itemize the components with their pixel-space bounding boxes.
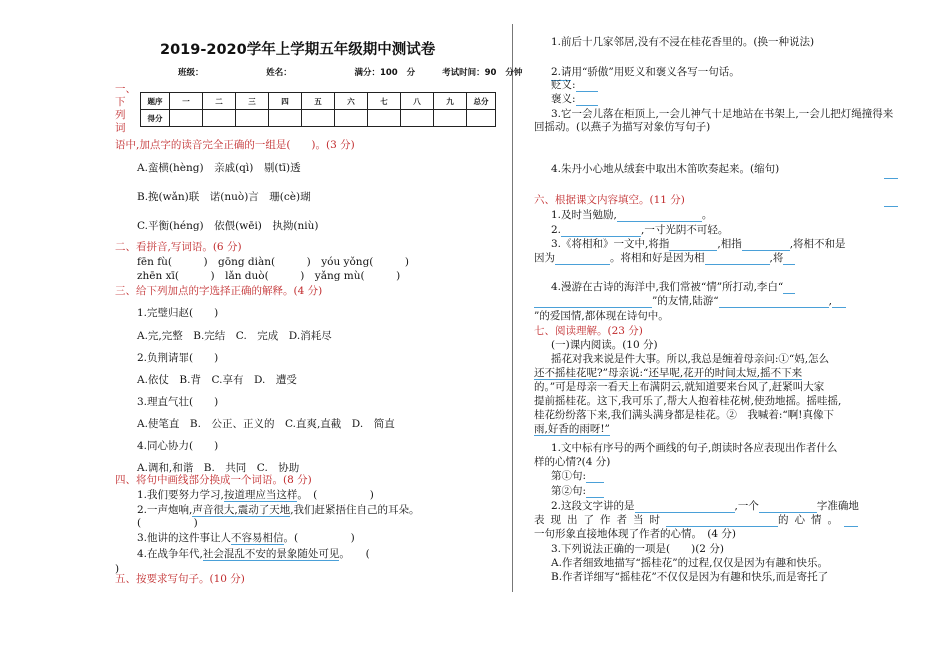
page-title: 2019-2020学年上学期五年级期中测试卷 xyxy=(160,42,436,58)
s4-q1 xyxy=(137,489,374,502)
q1-text: 1.文中标有序号的两个画线的句子,朗读时各应表现出作者什么 xyxy=(551,442,838,454)
s4-q4-text: 4.在战争年代, xyxy=(137,548,203,560)
s3-q3: 3.理直气壮( ) xyxy=(137,396,219,408)
s3-q4: 4.同心协力( ) xyxy=(137,440,219,452)
score-cell: 四 xyxy=(269,93,302,110)
q3-option-a: A.作者细致地描写“摇桂花”的过程,仅仅是因为有趣和快乐。 xyxy=(551,557,828,569)
s6-q4-blank-4[interactable] xyxy=(832,297,846,308)
s5-q2-commendatory xyxy=(551,93,598,106)
s3-q2: 2.负荆请罪( ) xyxy=(137,352,219,364)
q2-text-e: 的心情。 xyxy=(778,514,844,526)
score-cell: 八 xyxy=(401,93,434,110)
q1-sentence-1 xyxy=(551,470,604,483)
s6-q4-blank-1[interactable] xyxy=(783,283,795,294)
score-cell: 七 xyxy=(368,93,401,110)
s4-q4-underlined: 社会混乱不安的景象随处可见 xyxy=(202,548,340,560)
derogatory-label: 贬义: xyxy=(551,79,576,91)
s4-q1-underlined: 按道理应当这样 xyxy=(223,489,298,501)
s6-q3-blank-1[interactable] xyxy=(669,240,717,251)
commendatory-label: 褒义: xyxy=(551,93,576,105)
s6-q1-blank[interactable] xyxy=(617,211,702,222)
score-input-cell[interactable] xyxy=(203,110,236,127)
s6-q4-text-b: ”的友情,陆游“ xyxy=(652,295,719,307)
q3-option-b: B.作者详细写“摇桂花”不仅仅是因为有趣和快乐,而是寄托了 xyxy=(551,571,829,583)
score-input-cell[interactable] xyxy=(302,110,335,127)
s4-q4 xyxy=(137,548,370,561)
s3-q4-options: A.调和,和谐 B. 共同 C. 协助 xyxy=(137,462,300,474)
s7-subheading: (一)课内阅读。(10 分) xyxy=(551,339,658,351)
q2-blank-2[interactable] xyxy=(759,502,817,513)
s1-option-b: B.挽(wǎn)联 诺(nuò)言 珊(cè)瑚 xyxy=(137,191,311,203)
score-cell: 题序 xyxy=(141,93,170,110)
q2-text-b: ,一个 xyxy=(734,500,759,512)
s6-q3-text-f: ,将 xyxy=(769,252,784,264)
s5-q3-answer-line[interactable] xyxy=(884,160,898,179)
pinyin-line-2: zhēn xī( ) lǎn duò( ) yǎng mù( ) xyxy=(137,270,401,282)
s6-q2 xyxy=(551,224,728,237)
q1-text-line2: 样的心情?(4 分) xyxy=(534,456,611,468)
name-label: 姓名： xyxy=(266,68,292,78)
score-input-cell[interactable] xyxy=(467,110,496,127)
q2-blank-4[interactable] xyxy=(844,516,858,527)
full-score-label: 满分：100 分 xyxy=(354,68,416,78)
score-cell: 五 xyxy=(302,93,335,110)
section-3-heading: 三、给下列加点的字选择正确的解释。(4 分) xyxy=(115,285,323,297)
s4-q2-text-end: ,我们赶紧捂住自己的耳朵。 xyxy=(290,504,420,516)
score-input-cell[interactable] xyxy=(368,110,401,127)
s4-q2-text: 2.一声炮响, xyxy=(137,504,193,516)
q1-sentence-1-label: 第①句: xyxy=(551,470,587,482)
s4-q1-text: 1.我们要努力学习, xyxy=(137,489,224,501)
q2-line1 xyxy=(551,500,859,513)
passage-line-5: 桂花纷纷落下来,我们满头满身都是桂花。② 我喊着:“啊!真像下 xyxy=(534,409,834,421)
section-1-heading: 语中,加点字的读音完全正确的一组是( )。(3 分) xyxy=(115,139,355,151)
passage-line-4: 提前摇桂花。这下,我可乐了,帮大人抱着桂花树,使劲地摇。摇哇摇, xyxy=(534,395,842,407)
s6-q4-line2: ”的友情,陆游“ , xyxy=(534,295,846,308)
q1-sentence-2-label: 第②句: xyxy=(551,485,587,497)
s6-q3-blank-2[interactable] xyxy=(742,240,790,251)
score-cell: 三 xyxy=(236,93,269,110)
s5-q2-derogatory xyxy=(551,79,598,92)
q2-text-c: 字准确地 xyxy=(816,500,859,512)
s4-q4-answer[interactable]: 。 ( xyxy=(339,548,370,560)
section-7-heading: 七、阅读理解。(23 分) xyxy=(534,325,643,337)
s6-q3 xyxy=(551,238,846,251)
s6-q1: 1.及时当勉励, 。 xyxy=(551,209,713,221)
passage-line-2 xyxy=(534,367,802,380)
score-input-cell[interactable] xyxy=(236,110,269,127)
q1-sentence-1-blank[interactable] xyxy=(586,472,604,483)
s6-q3-text-d: 因为 xyxy=(534,252,555,264)
score-input-cell[interactable] xyxy=(269,110,302,127)
s1-option-c: C.平衡(héng) 依偎(wēi) 执拗(niù) xyxy=(137,220,319,232)
s5-q3: 3.它一会儿落在柜顶上,一会儿神气十足地站在书架上,一会儿把灯绳撞得来回摇动。(以燕子为描写对象仿写句子) xyxy=(534,108,894,133)
class-label: 班级： xyxy=(178,68,204,78)
score-input-cell[interactable] xyxy=(335,110,368,127)
pinyin-line-1: fēn fù( ) gōng diàn( ) yóu yǒng( ) xyxy=(137,256,409,268)
s4-q3-answer[interactable]: 。( ) xyxy=(283,532,355,544)
s4-q3-text: 3.他讲的这件事让人 xyxy=(137,532,232,544)
score-table xyxy=(140,92,496,127)
score-input-cell[interactable] xyxy=(170,110,203,127)
s3-q2-options: A.依仗 B.背 C.享有 D. 遭受 xyxy=(137,374,297,386)
score-table-score-row xyxy=(141,110,496,127)
passage-underlined-2: 雨,好香的雨呀!” xyxy=(534,423,610,435)
score-cell: 总分 xyxy=(467,93,496,110)
q3-text: 3.下列说法正确的一项是( )(2 分) xyxy=(551,543,724,555)
s4-q1-answer[interactable]: 。 ( ) xyxy=(297,489,374,501)
score-cell: 二 xyxy=(203,93,236,110)
derogatory-blank[interactable] xyxy=(576,81,598,92)
score-cell: 六 xyxy=(335,93,368,110)
s4-q3-underlined: 不容易相信 xyxy=(231,532,284,544)
s3-q1-options: A.完,完整 B.完结 C. 完成 D.消耗尽 xyxy=(137,330,332,342)
section-6-heading: 六、根据课文内容填空。(11 分) xyxy=(534,194,685,206)
s6-q2-blank[interactable] xyxy=(561,226,641,237)
q1-sentence-2-blank[interactable] xyxy=(586,487,604,498)
section-5-heading: 五、按要求写句子。(10 分) xyxy=(115,573,245,585)
passage-line-1: 摇花对我来说是件大事。所以,我总是缠着母亲问:①“妈,怎么 xyxy=(551,353,830,365)
exam-info xyxy=(178,66,522,78)
s4-q2-answer[interactable]: ( ) xyxy=(137,517,198,529)
s4-q3 xyxy=(137,532,355,545)
s6-q3-text-b: ,相指 xyxy=(717,238,742,250)
passage-line-6 xyxy=(534,423,610,436)
q2-blank-1[interactable] xyxy=(635,502,735,513)
s5-q2: 2.请用“骄傲”用贬义和褒义各写一句话。 xyxy=(551,66,740,78)
q2-text-a: 2.这段文字讲的是 xyxy=(551,500,635,512)
s6-q4-line3: ”的爱国情,都体现在诗句中。 xyxy=(534,310,669,322)
score-row-label: 得分 xyxy=(141,110,170,127)
score-input-cell[interactable] xyxy=(434,110,467,127)
s6-q4-blank-2[interactable] xyxy=(534,297,652,308)
q1-sentence-2 xyxy=(551,485,604,498)
s6-q4-text-a: 4.漫游在古诗的海洋中,我们常被“情”所打动,李白“ xyxy=(551,281,784,293)
q2-text-d: 表现出了作者当时 xyxy=(534,514,666,526)
s4-q2-underlined: 声音很大,震动了天地 xyxy=(192,504,291,516)
s6-q1-text: 1.及时当勉励, xyxy=(551,209,617,221)
s6-q4 xyxy=(551,281,795,294)
passage-underlined-1: 还不摇桂花呢?”母亲说:“还早呢,花开的时间太短,摇不下来 xyxy=(534,367,803,379)
s3-q3-options: A.使笔直 B. 公正、正义的 C.直爽,直截 D. 简直 xyxy=(137,418,395,430)
s6-q2-text: ,一寸光阴不可轻。 xyxy=(641,224,729,236)
section-1-heading-vertical: 一、下列词 xyxy=(115,83,136,134)
score-input-cell[interactable] xyxy=(401,110,434,127)
score-table-header-row xyxy=(141,93,496,110)
score-cell: 一 xyxy=(170,93,203,110)
q2-blank-3[interactable] xyxy=(666,516,778,527)
s6-q2-number: 2. xyxy=(551,224,562,236)
s4-q4-paren-close: ) xyxy=(115,563,120,575)
s6-q3-text-c: ,将相不和是 xyxy=(789,238,846,250)
s6-q3-blank-4[interactable] xyxy=(705,254,770,265)
s3-q1: 1.完璧归赵( ) xyxy=(137,307,219,319)
s5-q4-answer-line[interactable] xyxy=(884,188,898,207)
s6-q3-blank-5[interactable] xyxy=(783,254,795,265)
commendatory-blank[interactable] xyxy=(576,95,598,106)
section-2-heading: 二、看拼音,写词语。(6 分) xyxy=(115,241,242,253)
s5-q1: 1.前后十几家邻居,没有不浸在桂花香里的。(换一种说法) xyxy=(551,36,815,48)
s6-q3-text-a: 3.《将相和》一文中,将指 xyxy=(551,238,670,250)
s4-q2 xyxy=(137,504,420,517)
column-divider xyxy=(512,24,513,592)
q2-line3: 一句形象直接地体现了作者的心情。 (4 分) xyxy=(534,528,736,540)
s6-q3-text-e: 。将相和好是因为相 xyxy=(610,252,705,264)
score-cell: 九 xyxy=(434,93,467,110)
passage-line-3: 的。”可是母亲一看天上布满阴云,就知道要来台风了,赶紧叫大家 xyxy=(534,381,825,393)
s6-q3-line2 xyxy=(534,252,795,265)
section-4-heading: 四、将句中画线部分换成一个词语。(8 分) xyxy=(115,474,312,486)
s5-q4: 4.朱丹小心地从绒套中取出木笛吹奏起来。(缩句) xyxy=(551,163,780,175)
s6-q4-blank-3[interactable] xyxy=(719,297,829,308)
s6-q3-blank-3[interactable] xyxy=(555,254,610,265)
s1-option-a: A.蛮横(hèng) 亲戚(qì) 剔(tī)透 xyxy=(137,162,301,174)
q2-line2 xyxy=(534,514,858,527)
time-label: 考试时间：90 分钟 xyxy=(442,68,523,78)
